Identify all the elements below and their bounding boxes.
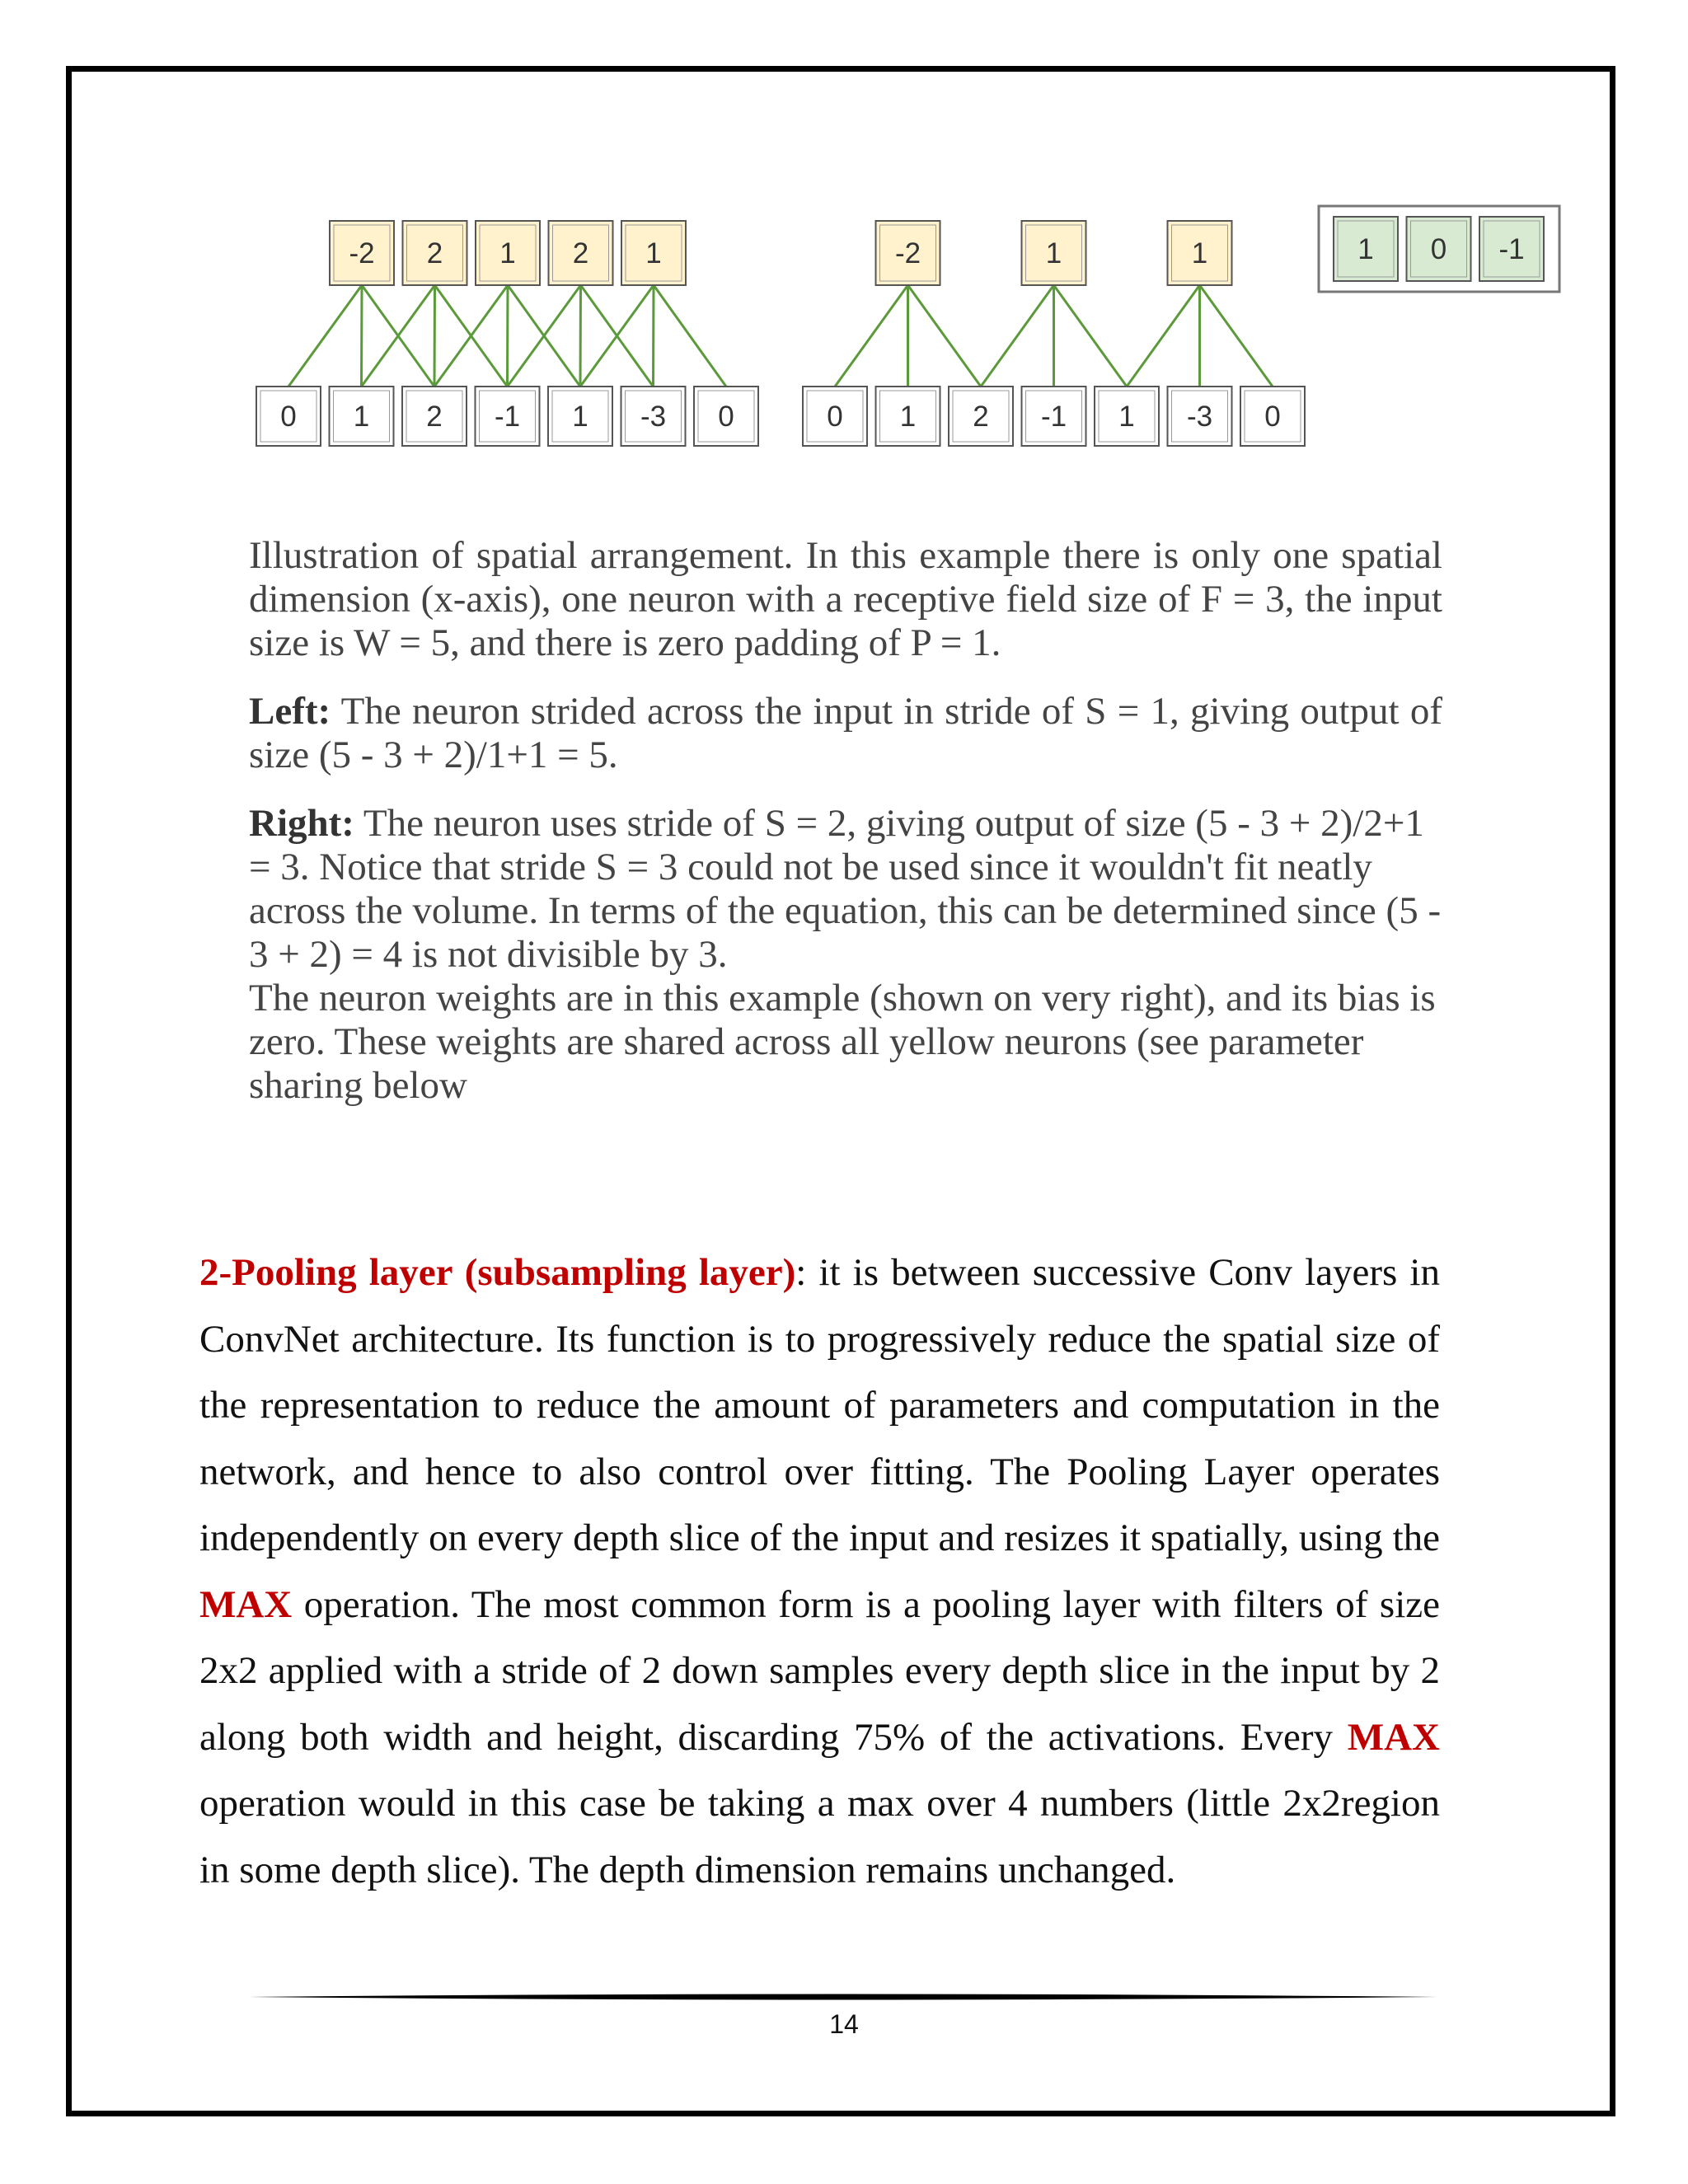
left-input-cell-label: 0 <box>718 401 734 433</box>
pooling-text-2: operation. The most common form is a pooling layer with filters of size 2x2 applied with a stride of 2 down samples every depth slice in the input by 2 along both width and height, discarding 75% of the activations. Every <box>199 1582 1440 1759</box>
right-edge <box>1054 285 1128 387</box>
max-keyword-2: MAX <box>1347 1715 1440 1759</box>
right-output-neuron-label: -2 <box>894 237 921 269</box>
pooling-text-1: : it is between successive Conv layers in ConvNet architecture. Its function is to progressively reduce the spatial size of the representation to reduce the amount of parameters and computation in the network, and hence to also control over fitting. The Pooling Layer operates independently on every depth slice of the input and resizes it spatially, using the <box>199 1251 1440 1559</box>
pooling-text-3: operation would in this case be taking a max over 4 numbers (little 2x2region in some depth slice). The depth dimension remains unchanged. <box>199 1782 1440 1891</box>
right-edge <box>1127 285 1200 387</box>
caption-weights: The neuron weights are in this example (shown on very right), and its bias is zero. These weights are shared across all yellow neurons (see parameter sharing below <box>249 977 1436 1107</box>
left-input-cell-label: 1 <box>572 401 588 433</box>
caption-right <box>249 802 1442 977</box>
right-edge <box>908 285 982 387</box>
left-output-neuron-label: 2 <box>426 237 443 269</box>
left-edge <box>288 285 362 387</box>
right-output-neuron-label: 1 <box>1045 237 1062 269</box>
caption-left <box>249 690 1442 777</box>
right-edge <box>835 285 908 387</box>
left-edge <box>508 285 509 387</box>
caption-right-label: Right: <box>249 802 354 845</box>
left-output-neuron-label: -2 <box>349 237 375 269</box>
caption-intro: Illustration of spatial arrangement. In this example there is only one spatial dimension (x-axis), one neuron with a receptive field size of F = 3, the input size is W = 5, and there is zero padding of P = 1. <box>249 534 1442 664</box>
caption-right-text: The neuron uses stride of S = 2, giving output of size (5 - 3 + 2)/2+1 = 3. Notice that stride S = 3 could not be used since it wouldn't fit neatly across the volume. In terms of the equation, this can be determined since (5 - 3 + 2) = 4 is not divisible by 3. <box>249 802 1442 976</box>
spatial-arrangement-diagram <box>0 0 1688 494</box>
pooling-paragraph <box>199 1240 1440 1903</box>
left-input-cell-label: 0 <box>280 401 297 433</box>
left-output-neuron-label: 1 <box>645 237 662 269</box>
pooling-heading: 2-Pooling layer (subsampling layer) <box>199 1251 796 1294</box>
left-edge <box>434 285 435 387</box>
right-input-cell-label: -3 <box>1186 401 1213 433</box>
left-input-cell-label: 1 <box>353 401 370 433</box>
right-edge <box>981 285 1054 387</box>
left-input-cell-label: -1 <box>494 401 521 433</box>
weight-cell-label: 1 <box>1357 233 1374 265</box>
caption-left-text: The neuron strided across the input in stride of S = 1, giving output of size (5 - 3 + 2)/1+1 = 5. <box>249 690 1442 776</box>
left-input-cell-label: -3 <box>640 401 667 433</box>
caption-left-label: Left: <box>249 690 331 733</box>
left-output-neuron-label: 2 <box>572 237 589 269</box>
left-edge <box>580 285 581 387</box>
page-number: 14 <box>829 2009 859 2039</box>
figure-caption <box>249 534 1442 1108</box>
weight-cell-label: 0 <box>1430 233 1447 265</box>
right-input-cell-label: 1 <box>1118 401 1135 433</box>
left-edge <box>654 285 726 387</box>
weight-cell-label: -1 <box>1498 233 1525 265</box>
right-output-neuron-label: 1 <box>1191 237 1208 269</box>
right-edge <box>1200 285 1273 387</box>
right-input-cell-label: 1 <box>899 401 917 433</box>
left-edge <box>362 285 363 387</box>
footer-rule <box>249 1990 1437 2004</box>
right-input-cell-label: 0 <box>1264 401 1281 433</box>
right-input-cell-label: 2 <box>973 401 989 433</box>
right-input-cell-label: -1 <box>1040 401 1067 433</box>
left-input-cell-label: 2 <box>426 401 443 433</box>
left-output-neuron-label: 1 <box>499 237 516 269</box>
right-input-cell-label: 0 <box>827 401 843 433</box>
max-keyword-1: MAX <box>199 1582 293 1626</box>
